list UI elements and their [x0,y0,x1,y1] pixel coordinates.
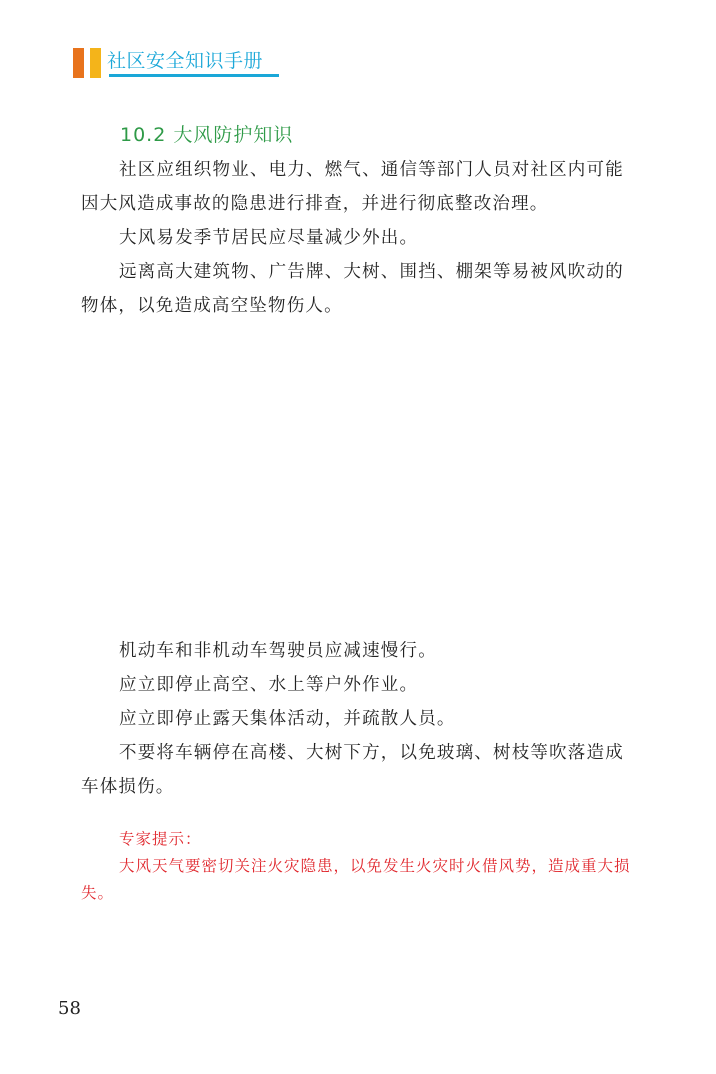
header-underline [109,74,279,77]
body-text-bottom [81,634,633,804]
header-yellow-bar [90,48,101,78]
paragraph: 机动车和非机动车驾驶员应减速慢行。 [119,641,437,661]
body-text-top [81,153,633,323]
paragraph: 远离高大建筑物、广告牌、大树、围挡、棚架等易被风吹动的物体，以免造成高空坠物伤人。 [81,262,624,316]
paragraph: 社区应组织物业、电力、燃气、通信等部门人员对社区内可能因大风造成事故的隐患进行排查，并进行彻底整改治理。 [81,160,624,214]
paragraph: 不要将车辆停在高楼、大树下方，以免玻璃、树枝等吹落造成车体损伤。 [81,743,624,797]
tip-text: 大风天气要密切关注火灾隐患，以免发生火灾时火借风势，造成重大损失。 [81,857,631,902]
book-title: 社区安全知识手册 [107,50,264,72]
paragraph: 应立即停止高空、水上等户外作业。 [119,675,419,695]
paragraph: 大风易发季节居民应尽量减少外出。 [119,228,419,248]
tip-label: 专家提示： [119,830,202,848]
header-orange-bar [73,48,84,78]
page-number: 58 [58,998,81,1019]
section-title: 10.2 大风防护知识 [120,124,294,146]
paragraph: 应立即停止露天集体活动，并疏散人员。 [119,709,456,729]
expert-tip [81,826,633,907]
